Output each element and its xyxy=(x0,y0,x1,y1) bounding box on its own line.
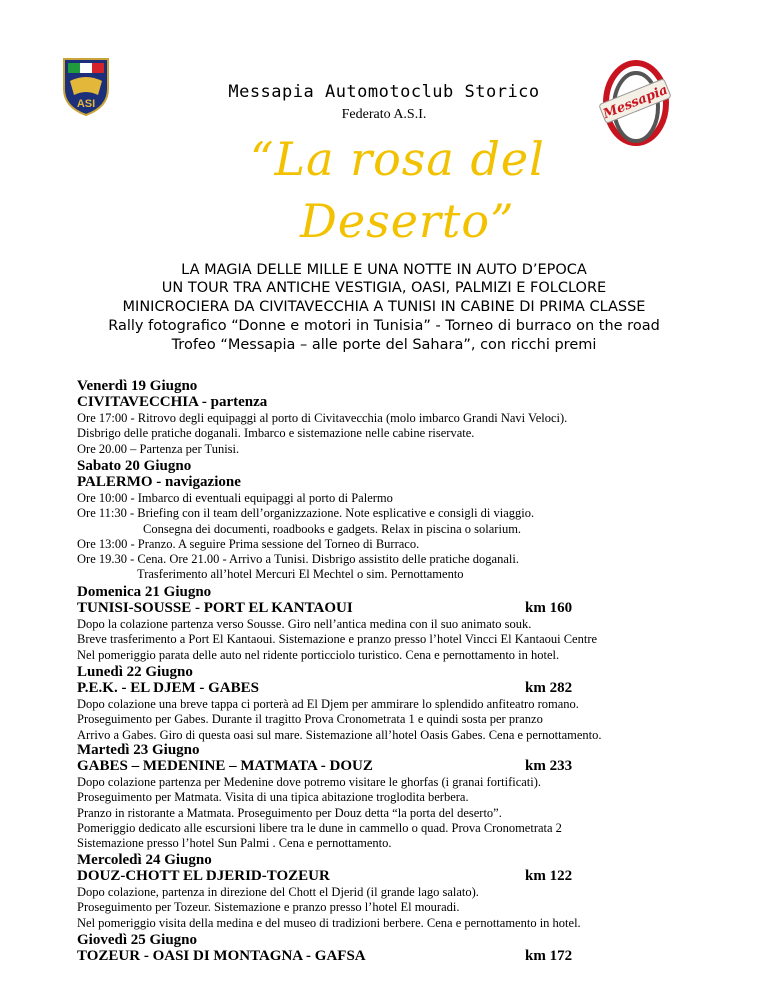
day-section xyxy=(77,584,697,663)
route-km: km 233 xyxy=(525,758,573,774)
day-title: Giovedì 25 Giugno xyxy=(77,932,198,948)
title-line-2: Deserto” xyxy=(300,194,515,248)
route-name: GABES – MEDENINE – MATMATA - DOUZ xyxy=(77,758,373,774)
messapia-logo-text: Messapia xyxy=(601,82,670,123)
day-line: Disbrigo delle pratiche doganali. Imbarco e sistemazione nelle cabine riservate. xyxy=(77,426,475,441)
day-section xyxy=(77,664,697,743)
day-line: Dopo colazione una breve tappa ci porterà ad El Djem per ammirare lo splendido anfiteatro romano. xyxy=(77,697,579,711)
day-title: Sabato 20 Giugno xyxy=(77,458,192,474)
route-title xyxy=(77,394,697,411)
day-line: Proseguimento per Matmata. Visita di una tipica abitazione troglodita berbera. xyxy=(77,790,469,805)
route-name: P.E.K. - EL DJEM - GABES xyxy=(77,680,259,696)
route-km: km 160 xyxy=(525,600,573,616)
day-section xyxy=(77,458,697,583)
route-name: CIVITAVECCHIA - partenza xyxy=(77,394,268,410)
federato-line: Federato A.S.I. xyxy=(341,107,427,122)
intro-line: Rally fotografico “Donne e motori in Tunisia” - Torneo di burraco on the road xyxy=(108,318,660,334)
day-line: Ore 17:00 - Ritrovo degli equipaggi al porto di Civitavecchia (molo imbarco Grandi Navi Veloci). xyxy=(77,411,568,425)
route-km: km 122 xyxy=(525,868,573,884)
route-name: TOZEUR - OASI DI MONTAGNA - GAFSA xyxy=(77,948,366,964)
route-km: km 282 xyxy=(525,680,573,696)
route-name: DOUZ-CHOTT EL DJERID-TOZEUR xyxy=(77,868,330,884)
day-line: Consegna dei documenti, roadbooks e gadgets. Relax in piscina o solarium. xyxy=(143,521,522,536)
day-title: Martedì 23 Giugno xyxy=(77,742,200,758)
day-line: Dopo colazione, partenza in direzione del Chott el Djerid (il grande lago salato). xyxy=(77,885,479,899)
day-line: Ore 19.30 - Cena. Ore 21.00 - Arrivo a Tunisi. Disbrigo assistito delle pratiche doganali. xyxy=(77,552,519,567)
intro-line: LA MAGIA DELLE MILLE E UNA NOTTE IN AUTO D’EPOCA xyxy=(181,262,587,278)
route-title xyxy=(77,758,697,775)
day-title: Domenica 21 Giugno xyxy=(77,584,212,600)
route-title xyxy=(77,680,697,697)
day-line: Nel pomeriggio visita della medina e del museo di tradizioni berbere. Cena e pernottamento in hotel. xyxy=(77,915,581,930)
club-name: Messapia Automotoclub Storico xyxy=(228,82,540,102)
day-section xyxy=(77,852,697,931)
day-line: Arrivo a Gabes. Giro di questa oasi sul mare. Sistemazione all’hotel Oasis Gabes. Cena e pernottamento. xyxy=(77,727,602,742)
route-name: PALERMO - navigazione xyxy=(77,474,241,490)
day-line: Sistemazione presso l’hotel Sun Palmi . Cena e pernottamento. xyxy=(77,836,392,851)
intro-line: UN TOUR TRA ANTICHE VESTIGIA, OASI, PALMIZI E FOLCLORE xyxy=(161,280,607,296)
route-title xyxy=(77,600,697,617)
intro-line: MINICROCIERA DA CIVITAVECCHIA A TUNISI IN CABINE DI PRIMA CLASSE xyxy=(122,299,646,315)
day-line: Proseguimento per Tozeur. Sistemazione e pranzo presso l’hotel El mouradi. xyxy=(77,900,460,915)
day-line: Dopo colazione partenza per Medenine dove potremo visitare le ghorfas (i granai fortificati). xyxy=(77,775,542,789)
day-line: Ore 20.00 – Partenza per Tunisi. xyxy=(77,441,240,456)
day-line: Breve trasferimento a Port El Kantaoui. Sistemazione e pranzo presso l’hotel Vincci El Kantaoui Centre xyxy=(77,632,598,647)
route-km: km 172 xyxy=(525,948,573,964)
day-line: Ore 13:00 - Pranzo. A seguire Prima sessione del Torneo di Burraco. xyxy=(77,536,420,551)
day-title: Lunedì 22 Giugno xyxy=(77,664,193,680)
day-section xyxy=(77,378,697,457)
route-title xyxy=(77,474,697,491)
day-title: Venerdì 19 Giugno xyxy=(77,378,198,394)
day-line: Trasferimento all’hotel Mercuri El Mechtel o sim. Pernottamento xyxy=(137,567,464,582)
day-line: Ore 10:00 - Imbarco di eventuali equipaggi al porto di Palermo xyxy=(77,491,393,505)
route-title xyxy=(77,948,697,965)
messapia-logo xyxy=(590,55,680,155)
day-section xyxy=(77,742,697,851)
day-line: Nel pomeriggio parata delle auto nel ridente porticciolo turistico. Cena e pernottamento in hotel. xyxy=(77,647,560,662)
day-line: Ore 11:30 - Briefing con il team dell’organizzazione. Note esplicative e consigli di viaggio. xyxy=(77,506,535,521)
day-line: Dopo la colazione partenza verso Sousse. Giro nell’antica medina con il suo animato souk. xyxy=(77,617,532,631)
day-line: Proseguimento per Gabes. Durante il tragitto Prova Cronometrata 1 e quindi sosta per pranzo xyxy=(77,712,543,727)
title-line-1: “La rosa del xyxy=(250,132,545,186)
day-section xyxy=(77,932,697,965)
day-line: Pranzo in ristorante a Matmata. Proseguimento per Douz detta “la porta del deserto”. xyxy=(77,805,502,820)
route-title xyxy=(77,868,697,885)
intro-line: Trofeo “Messapia – alle porte del Sahara”, con ricchi premi xyxy=(171,337,597,353)
day-title: Mercoledì 24 Giugno xyxy=(77,852,212,868)
route-name: TUNISI-SOUSSE - PORT EL KANTAOUI xyxy=(77,600,353,616)
day-line: Pomeriggio dedicato alle escursioni libere tra le dune in cammello o quad. Prova Cronometrata 2 xyxy=(77,820,562,835)
asi-logo-text: ASI xyxy=(76,98,96,110)
